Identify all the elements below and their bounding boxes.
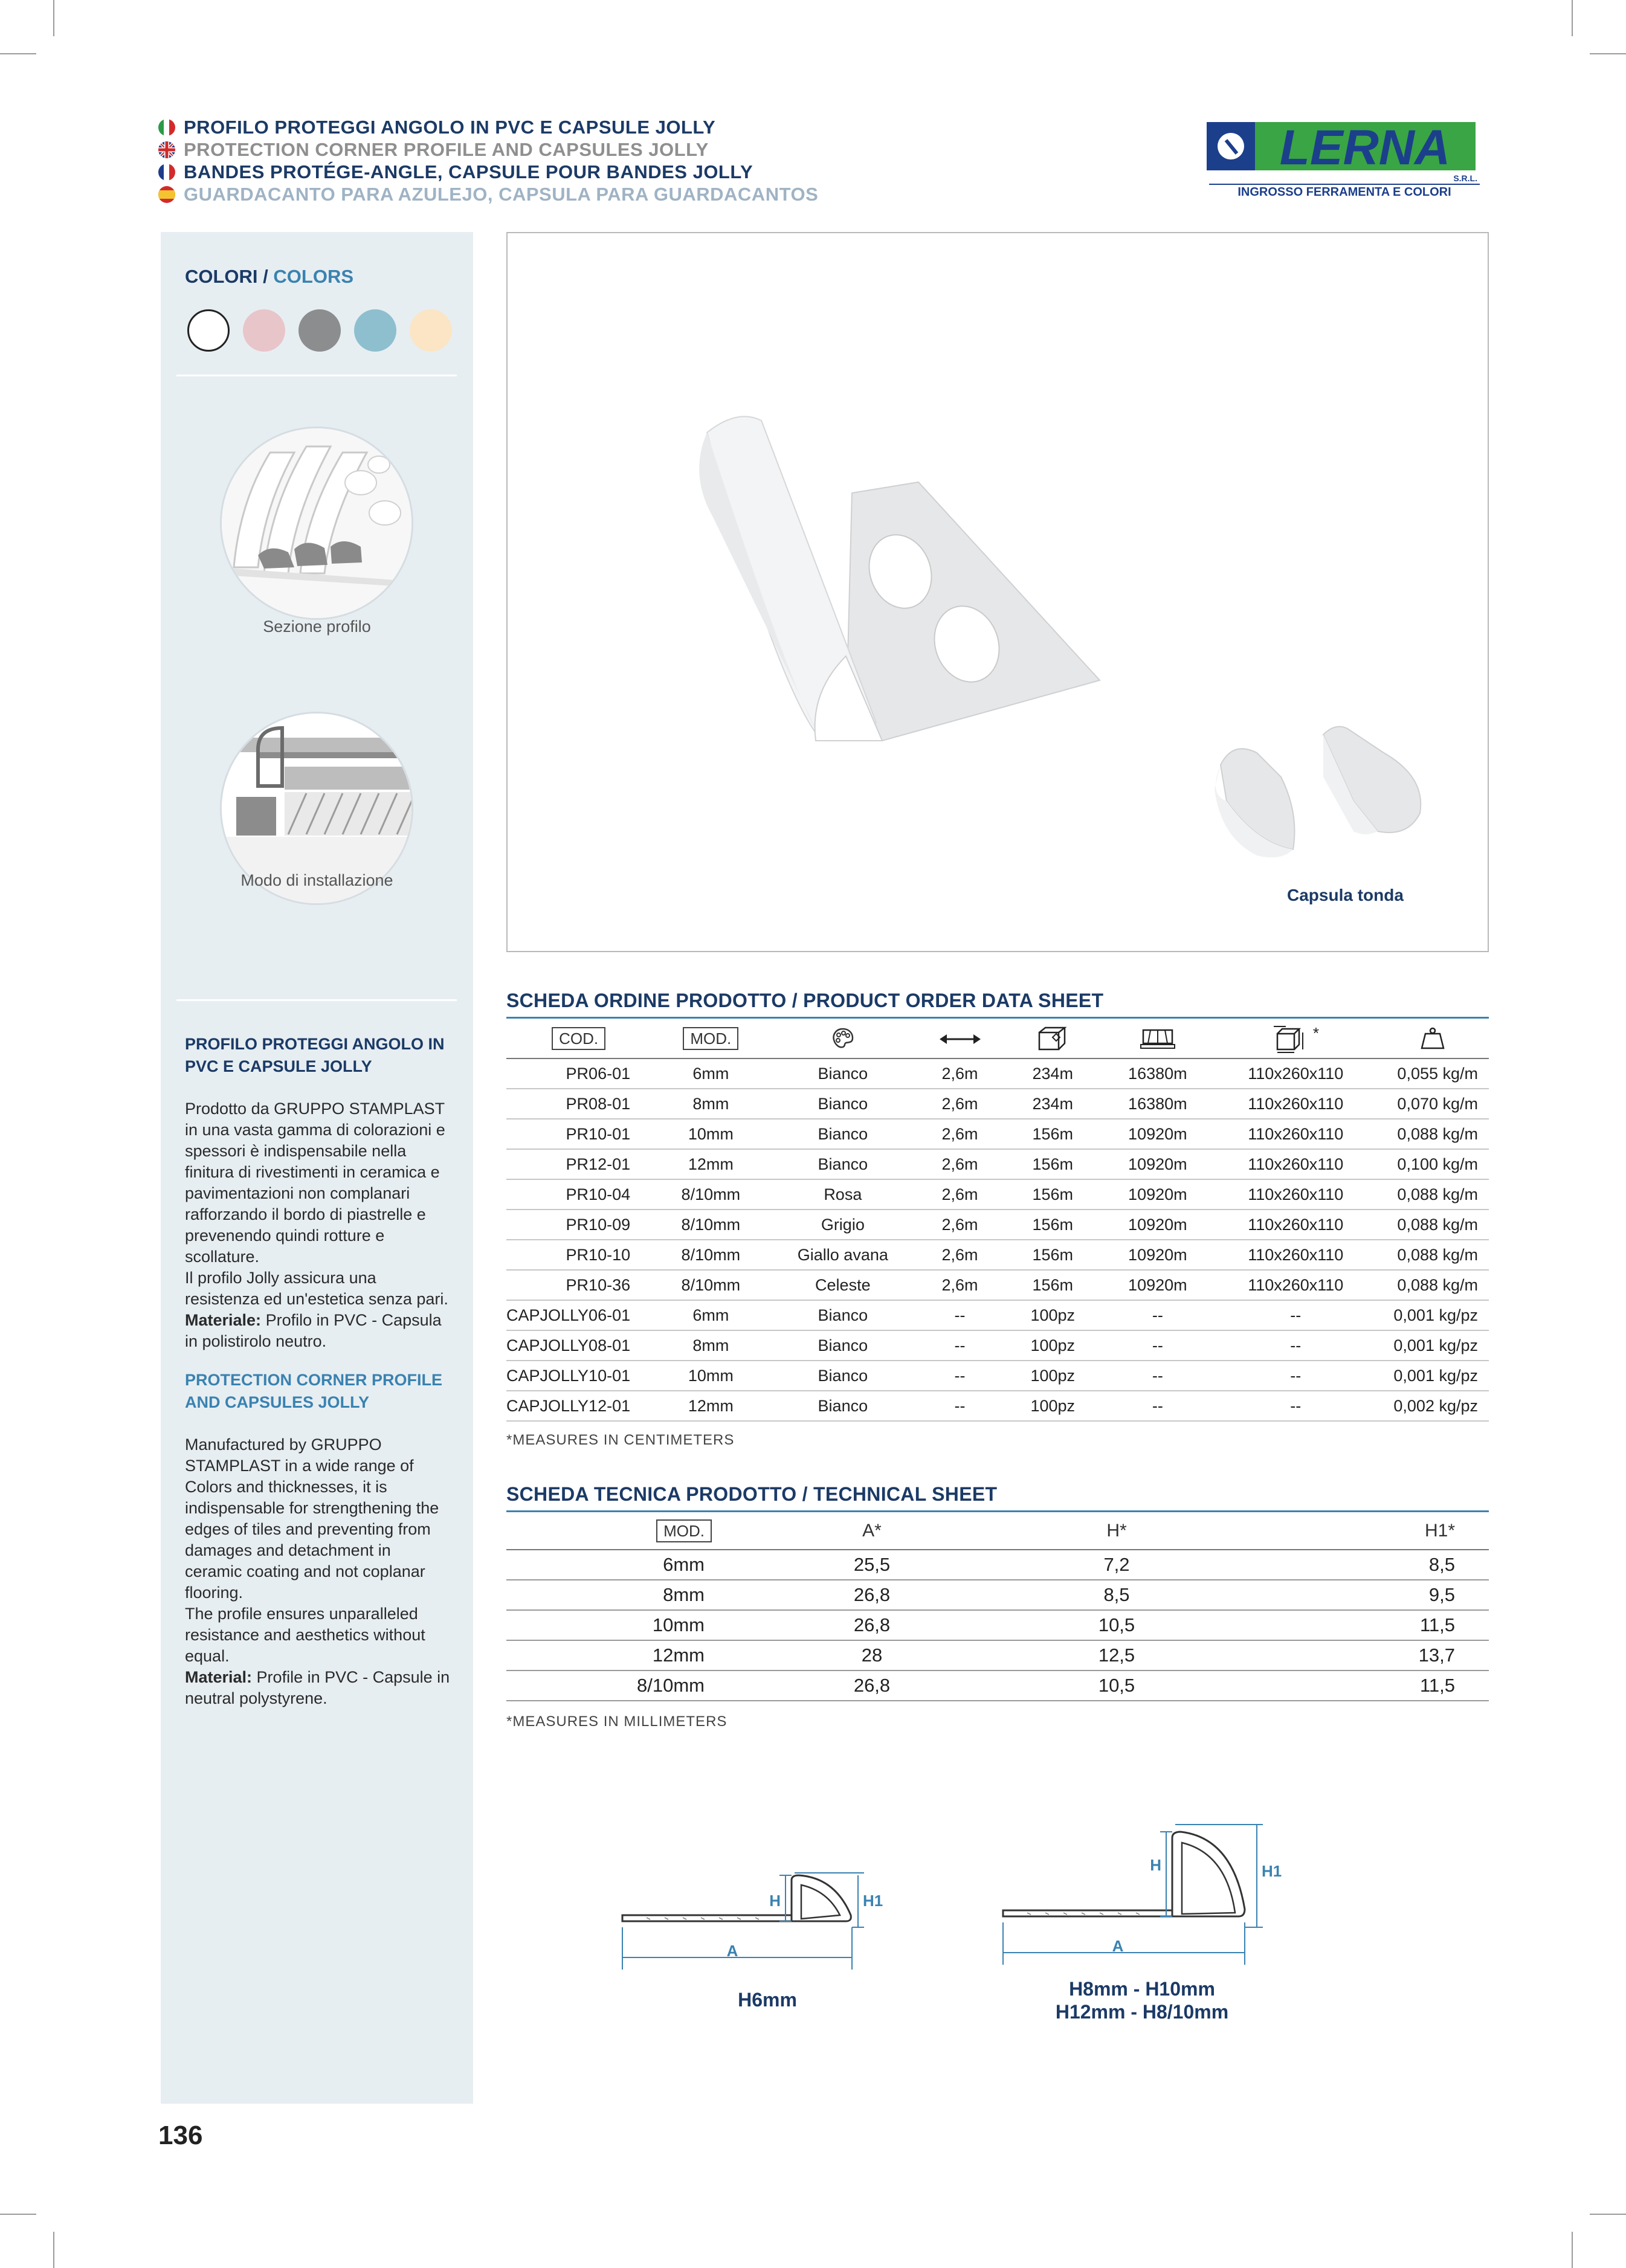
table-cell: 2,6m: [915, 1210, 1005, 1240]
table-cell: PR06-01: [506, 1058, 651, 1089]
table-cell: PR10-01: [506, 1119, 651, 1149]
product-illustration: [508, 233, 1490, 953]
description-en-text: Manufactured by GRUPPO STAMPLAST in a wide range of Colors and thicknesses, it is indispensable for strengthening the edges of tiles and preventing from damages and detachment in ceramic coating and not coplanar flooring.: [185, 1435, 439, 1602]
table-cell: 8/10mm: [651, 1270, 770, 1300]
sidebar-divider: [176, 375, 457, 376]
table-cell: 6mm: [506, 1550, 772, 1580]
box-dimensions-icon: [1273, 1024, 1309, 1053]
table-cell: Grigio: [771, 1210, 915, 1240]
material-label-en: Material:: [185, 1668, 253, 1686]
crop-mark: [53, 2232, 54, 2268]
order-sheet-title: SCHEDA ORDINE PRODOTTO / PRODUCT ORDER DATA SHEET: [506, 990, 1104, 1011]
tech-sheet-title: SCHEDA TECNICA PRODOTTO / TECHNICAL SHEET: [506, 1483, 998, 1505]
france-flag-icon: [158, 164, 175, 181]
table-row: [506, 1640, 1489, 1670]
table-row: [506, 1089, 1489, 1119]
table-cell: 2,6m: [915, 1119, 1005, 1149]
description-en-material: [185, 1667, 451, 1709]
description-block: [185, 1033, 451, 1709]
description-en-text-2: The profile ensures unparalleled resistance and aesthetics without equal.: [185, 1605, 425, 1665]
description-en-heading: PROTECTION CORNER PROFILE AND CAPSULES JOLLY: [185, 1371, 443, 1411]
table-cell: 10920m: [1101, 1270, 1215, 1300]
title-fr-text: BANDES PROTÉGE-ANGLE, CAPSULE POUR BANDES JOLLY: [184, 161, 753, 182]
length-arrow-icon: [938, 1030, 982, 1048]
table-cell: 0,088 kg/m: [1376, 1240, 1489, 1270]
sidebar-divider: [176, 999, 457, 1001]
table-cell: 12,5: [972, 1640, 1262, 1670]
table-cell: 8/10mm: [651, 1210, 770, 1240]
colors-title-en: COLORS: [273, 266, 354, 287]
logo-suffix: S.R.L.: [1453, 173, 1477, 183]
table-cell: Bianco: [771, 1058, 915, 1089]
material-text-it: Profilo in PVC - Capsula in polistirolo neutro.: [185, 1311, 442, 1350]
table-cell: --: [1101, 1391, 1215, 1421]
table-cell: 0,100 kg/m: [1376, 1149, 1489, 1179]
table-cell: Bianco: [771, 1361, 915, 1391]
table-cell: 2,6m: [915, 1240, 1005, 1270]
table-cell: Bianco: [771, 1089, 915, 1119]
header-mod-label: MOD.: [683, 1027, 738, 1050]
diagram-h6: [610, 1837, 900, 1982]
table-cell: --: [915, 1330, 1005, 1361]
header-weight: [1376, 1019, 1489, 1058]
colors-title-it: COLORI /: [185, 266, 274, 287]
table-cell: 10,5: [972, 1610, 1262, 1640]
tech-header-h1: H1*: [1262, 1512, 1489, 1550]
table-cell: 8,5: [1262, 1550, 1489, 1580]
table-cell: 156m: [1005, 1149, 1101, 1179]
color-swatches: [187, 309, 452, 352]
header-length: [915, 1019, 1005, 1058]
table-cell: 0,001 kg/pz: [1376, 1330, 1489, 1361]
diagram-h8-caption-line2: H12mm - H8/10mm: [1055, 2001, 1229, 2023]
logo-name: LERNA: [1279, 120, 1451, 175]
crop-mark: [53, 0, 54, 36]
header-pallet: [1101, 1019, 1215, 1058]
table-cell: 10,5: [972, 1670, 1262, 1701]
table-cell: Rosa: [771, 1179, 915, 1210]
page-number: 136: [158, 2121, 203, 2150]
title-es-text: GUARDACANTO PARA AZULEJO, CAPSULA PARA GUARDACANTOS: [184, 183, 819, 205]
table-row: [506, 1550, 1489, 1580]
tech-table: [506, 1512, 1489, 1701]
tech-header-a: A*: [772, 1512, 972, 1550]
table-row: [506, 1670, 1489, 1701]
table-cell: 156m: [1005, 1210, 1101, 1240]
diagram-label-h: H: [1150, 1856, 1161, 1874]
header-cod-label: COD.: [552, 1027, 605, 1050]
table-cell: 10920m: [1101, 1210, 1215, 1240]
table-cell: 0,088 kg/m: [1376, 1210, 1489, 1240]
table-cell: 8/10mm: [651, 1179, 770, 1210]
table-cell: 13,7: [1262, 1640, 1489, 1670]
table-row: [506, 1330, 1489, 1361]
table-cell: 110x260x110: [1215, 1240, 1376, 1270]
table-cell: 2,6m: [915, 1179, 1005, 1210]
table-row: [506, 1210, 1489, 1240]
table-cell: 110x260x110: [1215, 1179, 1376, 1210]
crop-mark: [0, 2214, 36, 2215]
crop-mark: [0, 53, 36, 54]
table-cell: CAPJOLLY08-01: [506, 1330, 651, 1361]
profile-section-illustration: [222, 428, 413, 620]
title-italian: [158, 116, 818, 138]
table-cell: 0,001 kg/pz: [1376, 1361, 1489, 1391]
table-cell: 28: [772, 1640, 972, 1670]
table-cell: 16380m: [1101, 1058, 1215, 1089]
tech-table-header: [506, 1512, 1489, 1550]
crop-mark: [1590, 2214, 1626, 2215]
caption-section-profile: Sezione profilo: [263, 617, 371, 636]
table-cell: 16380m: [1101, 1089, 1215, 1119]
table-cell: --: [1215, 1300, 1376, 1330]
table-cell: PR12-01: [506, 1149, 651, 1179]
tech-header-mod: [506, 1512, 772, 1550]
table-cell: --: [1101, 1300, 1215, 1330]
table-cell: Bianco: [771, 1300, 915, 1330]
crop-mark: [1572, 0, 1573, 36]
table-row: [506, 1361, 1489, 1391]
table-cell: --: [1101, 1330, 1215, 1361]
table-cell: 156m: [1005, 1179, 1101, 1210]
swatch-pink: [243, 309, 285, 352]
table-cell: 8/10mm: [506, 1670, 772, 1701]
diagram-label-a: A: [1112, 1937, 1124, 1955]
description-it-text-2: Il profilo Jolly assicura una resistenza ed un'estetica senza pari.: [185, 1269, 448, 1308]
table-cell: 156m: [1005, 1240, 1101, 1270]
table-cell: 6mm: [651, 1058, 770, 1089]
description-it-material: [185, 1310, 451, 1352]
table-cell: 100pz: [1005, 1330, 1101, 1361]
description-it-heading: PROFILO PROTEGGI ANGOLO IN PVC E CAPSULE JOLLY: [185, 1035, 445, 1075]
table-cell: --: [915, 1391, 1005, 1421]
table-cell: 26,8: [772, 1580, 972, 1610]
swatch-grey: [298, 309, 341, 352]
table-cell: CAPJOLLY06-01: [506, 1300, 651, 1330]
table-cell: --: [915, 1361, 1005, 1391]
table-cell: 11,5: [1262, 1610, 1489, 1640]
table-cell: 100pz: [1005, 1361, 1101, 1391]
header-mod: [651, 1019, 770, 1058]
description-it-text: Prodotto da GRUPPO STAMPLAST in una vasta gamma di colorazioni e spessori è indispensabile nella finitura di rivestimenti in ceramica e pavimentazioni non complanari rafforzando il bordo di piastrelle e prevenendo quindi rotture e scollature.: [185, 1100, 445, 1266]
table-cell: 0,055 kg/m: [1376, 1058, 1489, 1089]
table-cell: 10mm: [651, 1361, 770, 1391]
swatch-beige: [410, 309, 452, 352]
table-cell: --: [1215, 1391, 1376, 1421]
header-titles: [158, 116, 818, 205]
sidebar: [161, 232, 473, 2104]
table-cell: 10920m: [1101, 1119, 1215, 1149]
table-cell: Bianco: [771, 1330, 915, 1361]
capsule-label: Capsula tonda: [1287, 886, 1404, 904]
crop-mark: [1572, 2232, 1573, 2268]
table-cell: 110x260x110: [1215, 1210, 1376, 1240]
pallet-icon: [1140, 1025, 1176, 1052]
table-cell: 100pz: [1005, 1391, 1101, 1421]
table-cell: 8,5: [972, 1580, 1262, 1610]
table-cell: 0,088 kg/m: [1376, 1179, 1489, 1210]
table-cell: Celeste: [771, 1270, 915, 1300]
profile-section-image: [220, 427, 413, 620]
table-cell: --: [1215, 1361, 1376, 1391]
material-label-it: Materiale:: [185, 1311, 262, 1329]
table-cell: 8mm: [651, 1330, 770, 1361]
table-cell: Bianco: [771, 1391, 915, 1421]
crop-mark: [1590, 53, 1626, 54]
table-cell: CAPJOLLY10-01: [506, 1361, 651, 1391]
table-row: [506, 1391, 1489, 1421]
italy-flag-icon: [158, 119, 175, 136]
order-note: *MEASURES IN CENTIMETERS: [506, 1432, 735, 1448]
product-image-frame: [506, 232, 1489, 952]
colors-title: [185, 266, 353, 288]
material-text-en: Profile in PVC - Capsule in neutral polystyrene.: [185, 1668, 450, 1707]
table-cell: 156m: [1005, 1119, 1101, 1149]
table-cell: PR10-10: [506, 1240, 651, 1270]
table-cell: --: [1101, 1361, 1215, 1391]
table-cell: --: [1215, 1330, 1376, 1361]
table-cell: 8mm: [651, 1089, 770, 1119]
diagram-label-a: A: [726, 1942, 738, 1960]
header-color: [771, 1019, 915, 1058]
table-cell: 12mm: [651, 1391, 770, 1421]
weight-icon: [1419, 1026, 1446, 1051]
table-cell: 156m: [1005, 1270, 1101, 1300]
title-french: [158, 161, 818, 183]
table-cell: 10920m: [1101, 1240, 1215, 1270]
swatch-white: [187, 309, 230, 352]
table-cell: PR10-36: [506, 1270, 651, 1300]
table-cell: 110x260x110: [1215, 1149, 1376, 1179]
table-cell: 2,6m: [915, 1149, 1005, 1179]
table-cell: 6mm: [651, 1300, 770, 1330]
table-cell: 11,5: [1262, 1670, 1489, 1701]
table-row: [506, 1300, 1489, 1330]
table-cell: CAPJOLLY12-01: [506, 1391, 651, 1421]
table-cell: 7,2: [972, 1550, 1262, 1580]
table-cell: PR10-04: [506, 1179, 651, 1210]
table-cell: 8mm: [506, 1580, 772, 1610]
title-english: [158, 138, 818, 161]
table-cell: 10920m: [1101, 1149, 1215, 1179]
table-cell: 10920m: [1101, 1179, 1215, 1210]
title-it-text: PROFILO PROTEGGI ANGOLO IN PVC E CAPSULE JOLLY: [184, 116, 716, 138]
diagram-label-h: H: [769, 1892, 781, 1910]
header-box: [1005, 1019, 1101, 1058]
uk-flag-icon: [158, 141, 175, 158]
title-spanish: [158, 183, 818, 205]
order-table: [506, 1019, 1489, 1422]
table-cell: 110x260x110: [1215, 1119, 1376, 1149]
tech-note: *MEASURES IN MILLIMETERS: [506, 1713, 728, 1730]
logo-tagline: INGROSSO FERRAMENTA E COLORI: [1237, 185, 1451, 199]
table-row: [506, 1179, 1489, 1210]
table-cell: 2,6m: [915, 1058, 1005, 1089]
lerna-logo: [1207, 118, 1482, 200]
table-cell: Bianco: [771, 1149, 915, 1179]
table-cell: 12mm: [651, 1149, 770, 1179]
table-cell: 0,001 kg/pz: [1376, 1300, 1489, 1330]
table-row: [506, 1119, 1489, 1149]
table-row: [506, 1610, 1489, 1640]
table-row: [506, 1580, 1489, 1610]
caption-installation: Modo di installazione: [240, 871, 393, 889]
table-cell: 8/10mm: [651, 1240, 770, 1270]
table-cell: 0,002 kg/pz: [1376, 1391, 1489, 1421]
table-row: [506, 1240, 1489, 1270]
table-cell: 0,070 kg/m: [1376, 1089, 1489, 1119]
table-cell: 10mm: [506, 1610, 772, 1640]
table-cell: 0,088 kg/m: [1376, 1270, 1489, 1300]
table-cell: 9,5: [1262, 1580, 1489, 1610]
table-cell: PR10-09: [506, 1210, 651, 1240]
diagram-label-h1: H1: [863, 1892, 883, 1910]
table-cell: 2,6m: [915, 1270, 1005, 1300]
diagram-label-h1: H1: [1262, 1862, 1282, 1880]
tech-header-mod-label: MOD.: [656, 1519, 712, 1542]
table-cell: 110x260x110: [1215, 1270, 1376, 1300]
table-cell: Bianco: [771, 1119, 915, 1149]
table-cell: 110x260x110: [1215, 1058, 1376, 1089]
palette-icon: [831, 1026, 855, 1051]
table-row: [506, 1149, 1489, 1179]
table-cell: 25,5: [772, 1550, 972, 1580]
table-cell: 2,6m: [915, 1089, 1005, 1119]
swatch-light-blue: [354, 309, 396, 352]
diagram-h8-caption-line1: H8mm - H10mm: [1069, 1978, 1215, 2000]
box-icon: [1037, 1025, 1068, 1052]
table-cell: Giallo avana: [771, 1240, 915, 1270]
table-cell: 234m: [1005, 1058, 1101, 1089]
table-cell: 100pz: [1005, 1300, 1101, 1330]
table-cell: 26,8: [772, 1670, 972, 1701]
spain-flag-icon: [158, 186, 175, 203]
order-table-header: [506, 1019, 1489, 1058]
tech-header-h: H*: [972, 1512, 1262, 1550]
header-cod: [506, 1019, 651, 1058]
table-cell: PR08-01: [506, 1089, 651, 1119]
table-cell: 0,088 kg/m: [1376, 1119, 1489, 1149]
dimensions-asterisk: *: [1312, 1023, 1319, 1042]
header-dimensions: [1215, 1019, 1376, 1058]
table-row: [506, 1058, 1489, 1089]
table-cell: 12mm: [506, 1640, 772, 1670]
table-cell: 26,8: [772, 1610, 972, 1640]
table-cell: 10mm: [651, 1119, 770, 1149]
diagram-h6-caption: H6mm: [738, 1989, 797, 2011]
table-cell: --: [915, 1300, 1005, 1330]
table-cell: 234m: [1005, 1089, 1101, 1119]
table-row: [506, 1270, 1489, 1300]
table-cell: 110x260x110: [1215, 1089, 1376, 1119]
title-en-text: PROTECTION CORNER PROFILE AND CAPSULES JOLLY: [184, 138, 709, 160]
diagram-h8-h12: [991, 1806, 1305, 1970]
